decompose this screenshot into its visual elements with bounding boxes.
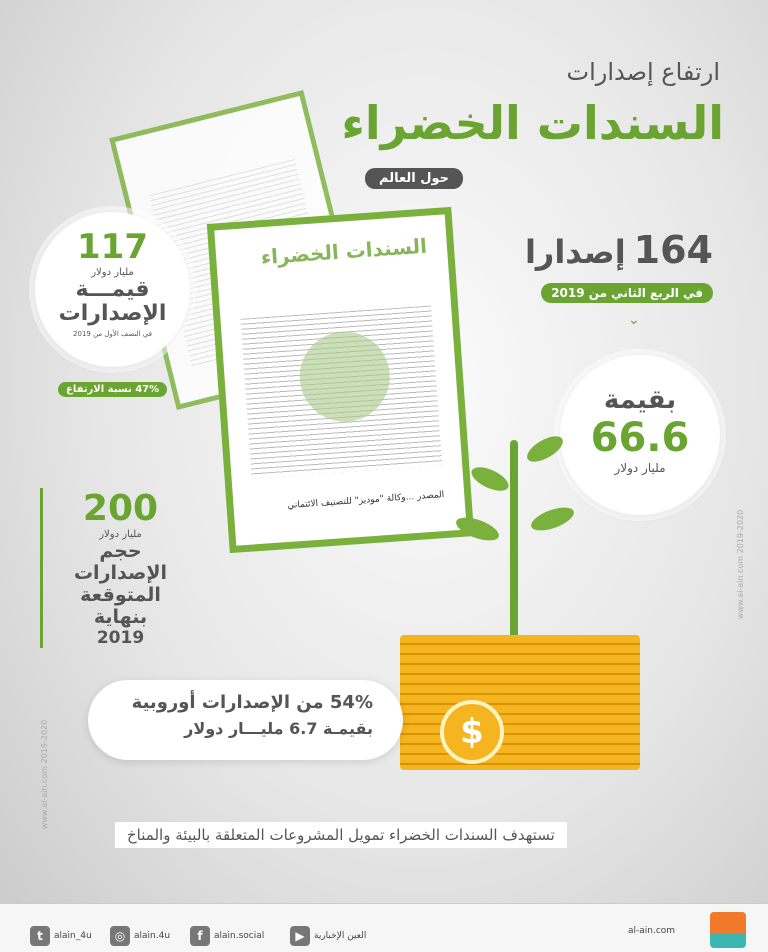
dollar-coin-icon: $ <box>440 700 504 764</box>
youtube-icon: ▶ <box>290 926 310 946</box>
watermark-site: www.al-ain.com <box>40 765 50 830</box>
forecast-value: 200 <box>82 488 159 529</box>
h1-period: في النصف الأول من 2019 <box>73 330 152 339</box>
document <box>207 207 474 553</box>
h1-growth: 47% نسبة الارتفاع <box>58 382 167 397</box>
watermark <box>40 720 49 829</box>
h1-unit: مليار دولار <box>91 267 134 278</box>
q2-period: في الربع الثاني من 2019 <box>541 283 713 303</box>
twitter-handle: alain_4u <box>54 931 92 941</box>
q2-count-value: 164 <box>633 228 713 272</box>
instagram-link[interactable] <box>110 926 170 946</box>
facebook-link[interactable] <box>190 926 264 946</box>
twitter-link[interactable] <box>30 926 92 946</box>
europe-line1: 54% من الإصدارات أوروبية <box>131 692 373 713</box>
coin-stack <box>400 635 640 770</box>
forecast-unit: مليار دولار <box>99 529 142 540</box>
site-url: al-ain.com <box>628 926 676 936</box>
h1-value: 117 <box>77 227 148 267</box>
instagram-icon: ◎ <box>110 926 130 946</box>
q2-value: 66.6 <box>590 415 690 461</box>
europe-line2: بقيمـة 6.7 مليـــار دولار <box>184 719 373 738</box>
forecast-block <box>40 488 190 648</box>
h1-circle <box>35 212 190 367</box>
document-title: السندات الخضراء <box>260 233 428 270</box>
h1-label2: الإصدارات <box>58 301 167 327</box>
twitter-icon: t <box>30 926 50 946</box>
kicker: ارتفاع إصدارات <box>566 58 720 86</box>
watermark-years: 2019-2020 <box>40 719 50 764</box>
leaf <box>468 462 512 495</box>
page-title: السندات الخضراء <box>341 96 724 150</box>
forecast-year: 2019 <box>96 628 145 648</box>
watermark-site: www.al-ain.com <box>736 555 746 620</box>
plant-illustration <box>510 440 518 640</box>
q2-value-label: بقيمة <box>603 385 677 415</box>
h1-label1: قيمـــة <box>75 277 150 302</box>
source-note: المصدر ...وكالة "موديز" للتصنيف الائتماني <box>286 490 445 512</box>
facebook-icon: f <box>190 926 210 946</box>
chevron-down-icon: ⌄ <box>628 312 640 328</box>
q2-count-label: إصدارا <box>524 233 626 271</box>
forecast-label1: حجم الإصدارات <box>73 540 168 584</box>
youtube-link[interactable] <box>290 926 366 946</box>
watermark-years: 2019-2020 <box>736 509 746 554</box>
watermark <box>736 510 745 619</box>
forecast-label2: المتوقعة بنهاية <box>80 584 161 628</box>
europe-box <box>88 680 403 760</box>
site-link[interactable] <box>628 926 675 936</box>
al-ain-logo <box>710 912 746 948</box>
region-badge: حول العالم <box>365 168 463 189</box>
q2-unit: مليار دولار <box>614 461 666 475</box>
q2-value-circle <box>560 355 720 515</box>
instagram-handle: alain.4u <box>134 931 171 941</box>
leaf <box>528 503 576 535</box>
youtube-handle: العين الإخبارية <box>314 931 367 941</box>
footer <box>0 903 768 952</box>
facebook-handle: alain.social <box>214 931 265 941</box>
leaf <box>453 513 501 545</box>
bottom-note: تستهدف السندات الخضراء تمويل المشروعات المتعلقة بالبيئة والمناخ <box>115 822 567 848</box>
q2-count <box>525 228 713 272</box>
